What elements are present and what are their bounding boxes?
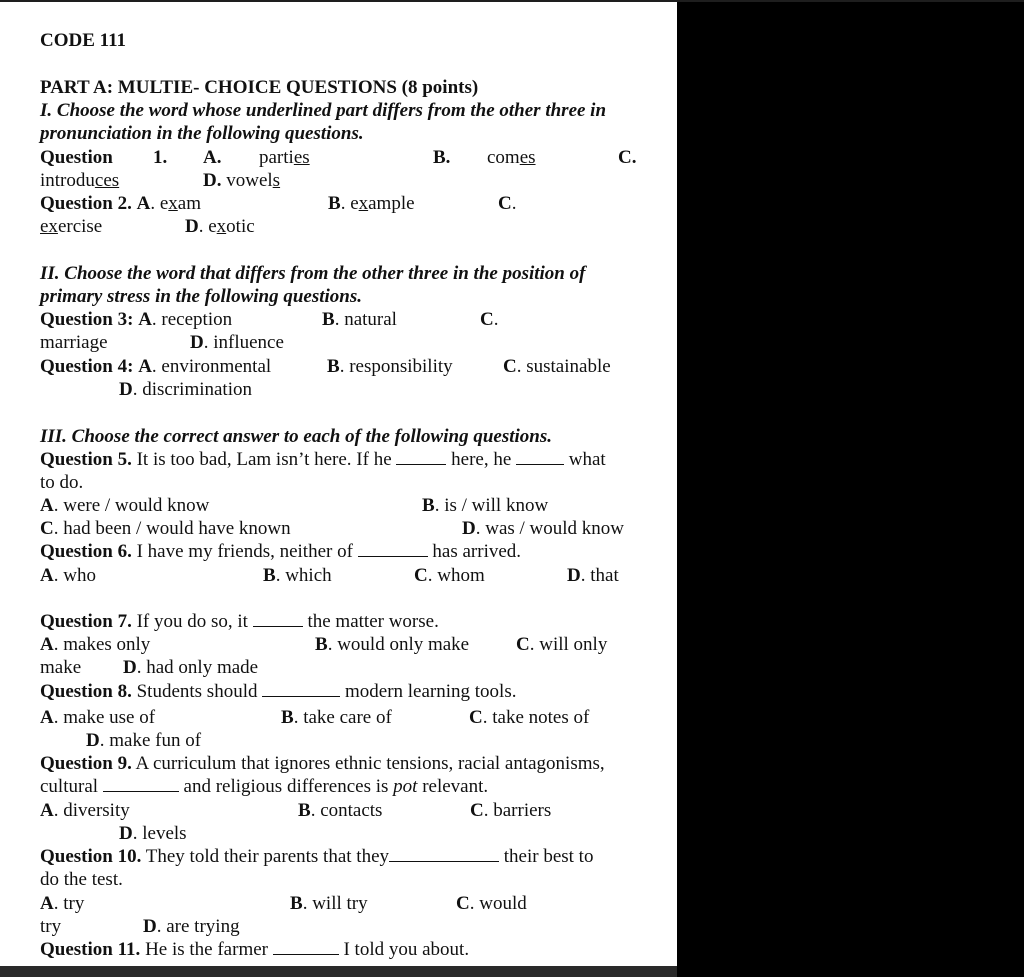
answer-blank: [389, 845, 499, 862]
q7-option-c: C. will only: [516, 634, 608, 655]
q3-option-c-letter: C.: [480, 309, 499, 330]
answer-blank: [262, 680, 340, 697]
q10-option-c: C. would: [456, 893, 527, 914]
q7-option-a: A. makes only: [40, 634, 151, 655]
section-1-instruction-line-1: I. Choose the word whose underlined part differs from the other three in: [40, 100, 607, 121]
answer-blank: [358, 540, 428, 557]
q5-option-d: D. was / would know: [462, 518, 625, 539]
q4-option-b: B. responsibility: [327, 356, 453, 377]
question-4-line-1: Question 4: A. environmental: [40, 356, 272, 377]
question-7-stem: Question 7. If you do so, it the matter worse.: [40, 611, 439, 632]
q8-option-c: C. take notes of: [469, 707, 590, 728]
question-5-stem-cont: to do.: [40, 472, 84, 493]
section-2-instruction-line-1: II. Choose the word that differs from the other three in the position of: [40, 263, 586, 284]
q9-option-d: D. levels: [119, 823, 187, 844]
section-2-instruction-line-2: primary stress in the following questions.: [40, 286, 363, 307]
q6-option-a: A. who: [40, 565, 96, 586]
q2-option-c: exercise: [40, 216, 103, 237]
q8-option-b: B. take care of: [281, 707, 392, 728]
q1-option-b: comes: [487, 147, 536, 168]
q2-option-c-letter: C.: [498, 193, 517, 214]
q9-option-b: B. contacts: [298, 800, 383, 821]
part-a-heading: PART A: MULTIE- CHOICE QUESTIONS (8 points): [40, 77, 479, 98]
q6-option-d: D. that: [567, 565, 619, 586]
q1-option-d: D. vowels: [203, 170, 281, 191]
answer-blank: [396, 448, 446, 465]
q7-option-b: B. would only make: [315, 634, 470, 655]
q6-option-c: C. whom: [414, 565, 485, 586]
q3-option-b: B. natural: [322, 309, 397, 330]
q3-option-d: D. influence: [190, 332, 284, 353]
q9-option-a: A. diversity: [40, 800, 130, 821]
q10-option-c-cont: try: [40, 916, 62, 937]
section-1-instruction-line-2: pronunciation in the following questions.: [40, 123, 364, 144]
q10-option-d: D. are trying: [143, 916, 240, 937]
q3-option-c: marriage: [40, 332, 108, 353]
question-9-stem: Question 9. A curriculum that ignores ethnic tensions, racial antagonisms,: [40, 753, 605, 774]
q10-option-a: A. try: [40, 893, 85, 914]
answer-blank: [273, 938, 339, 955]
question-6-stem: Question 6. I have my friends, neither of has arrived.: [40, 541, 522, 562]
question-1-label: Question: [40, 147, 113, 168]
q6-option-b: B. which: [263, 565, 332, 586]
answer-blank: [253, 610, 303, 627]
q5-option-a: A. were / would know: [40, 495, 210, 516]
section-3-instruction: III. Choose the correct answer to each of the following questions.: [40, 426, 552, 447]
q5-option-b: B. is / will know: [422, 495, 549, 516]
q1-option-a-letter: A.: [203, 147, 222, 168]
answer-blank: [516, 448, 564, 465]
q1-option-c-letter: C.: [618, 147, 637, 168]
q8-option-a: A. make use of: [40, 707, 156, 728]
question-10-stem: Question 10. They told their parents that they their best to: [40, 846, 594, 867]
cropped-bottom-edge: [0, 966, 677, 977]
q7-option-d: D. had only made: [123, 657, 259, 678]
q2-option-d: D. exotic: [185, 216, 255, 237]
answer-blank: [103, 775, 179, 792]
q8-option-d: D. make fun of: [86, 730, 202, 751]
q4-option-d: D. discrimination: [119, 379, 252, 400]
question-1-number: 1.: [153, 147, 168, 168]
exam-code: CODE 111: [40, 30, 127, 51]
question-5-stem: Question 5. It is too bad, Lam isn’t here. If he here, he what: [40, 449, 606, 470]
q2-option-b: B. example: [328, 193, 415, 214]
question-2-line-1: Question 2. A. exam: [40, 193, 201, 214]
question-9-stem-cont: cultural and religious differences is pot relevant.: [40, 776, 489, 797]
q7-option-c-cont: make: [40, 657, 82, 678]
q1-option-c: introduces: [40, 170, 120, 191]
q9-option-c: C. barriers: [470, 800, 552, 821]
q5-option-c: C. had been / would have known: [40, 518, 291, 539]
question-8-stem: Question 8. Students should modern learning tools.: [40, 681, 517, 702]
question-3-line-1: Question 3: A. reception: [40, 309, 233, 330]
q4-option-c: C. sustainable: [503, 356, 611, 377]
question-11-stem: Question 11. He is the farmer I told you about.: [40, 939, 470, 960]
q1-option-b-letter: B.: [433, 147, 451, 168]
window-top-border: [0, 0, 1024, 2]
q1-option-a: parties: [259, 147, 310, 168]
q10-option-b: B. will try: [290, 893, 368, 914]
question-10-stem-cont: do the test.: [40, 869, 123, 890]
